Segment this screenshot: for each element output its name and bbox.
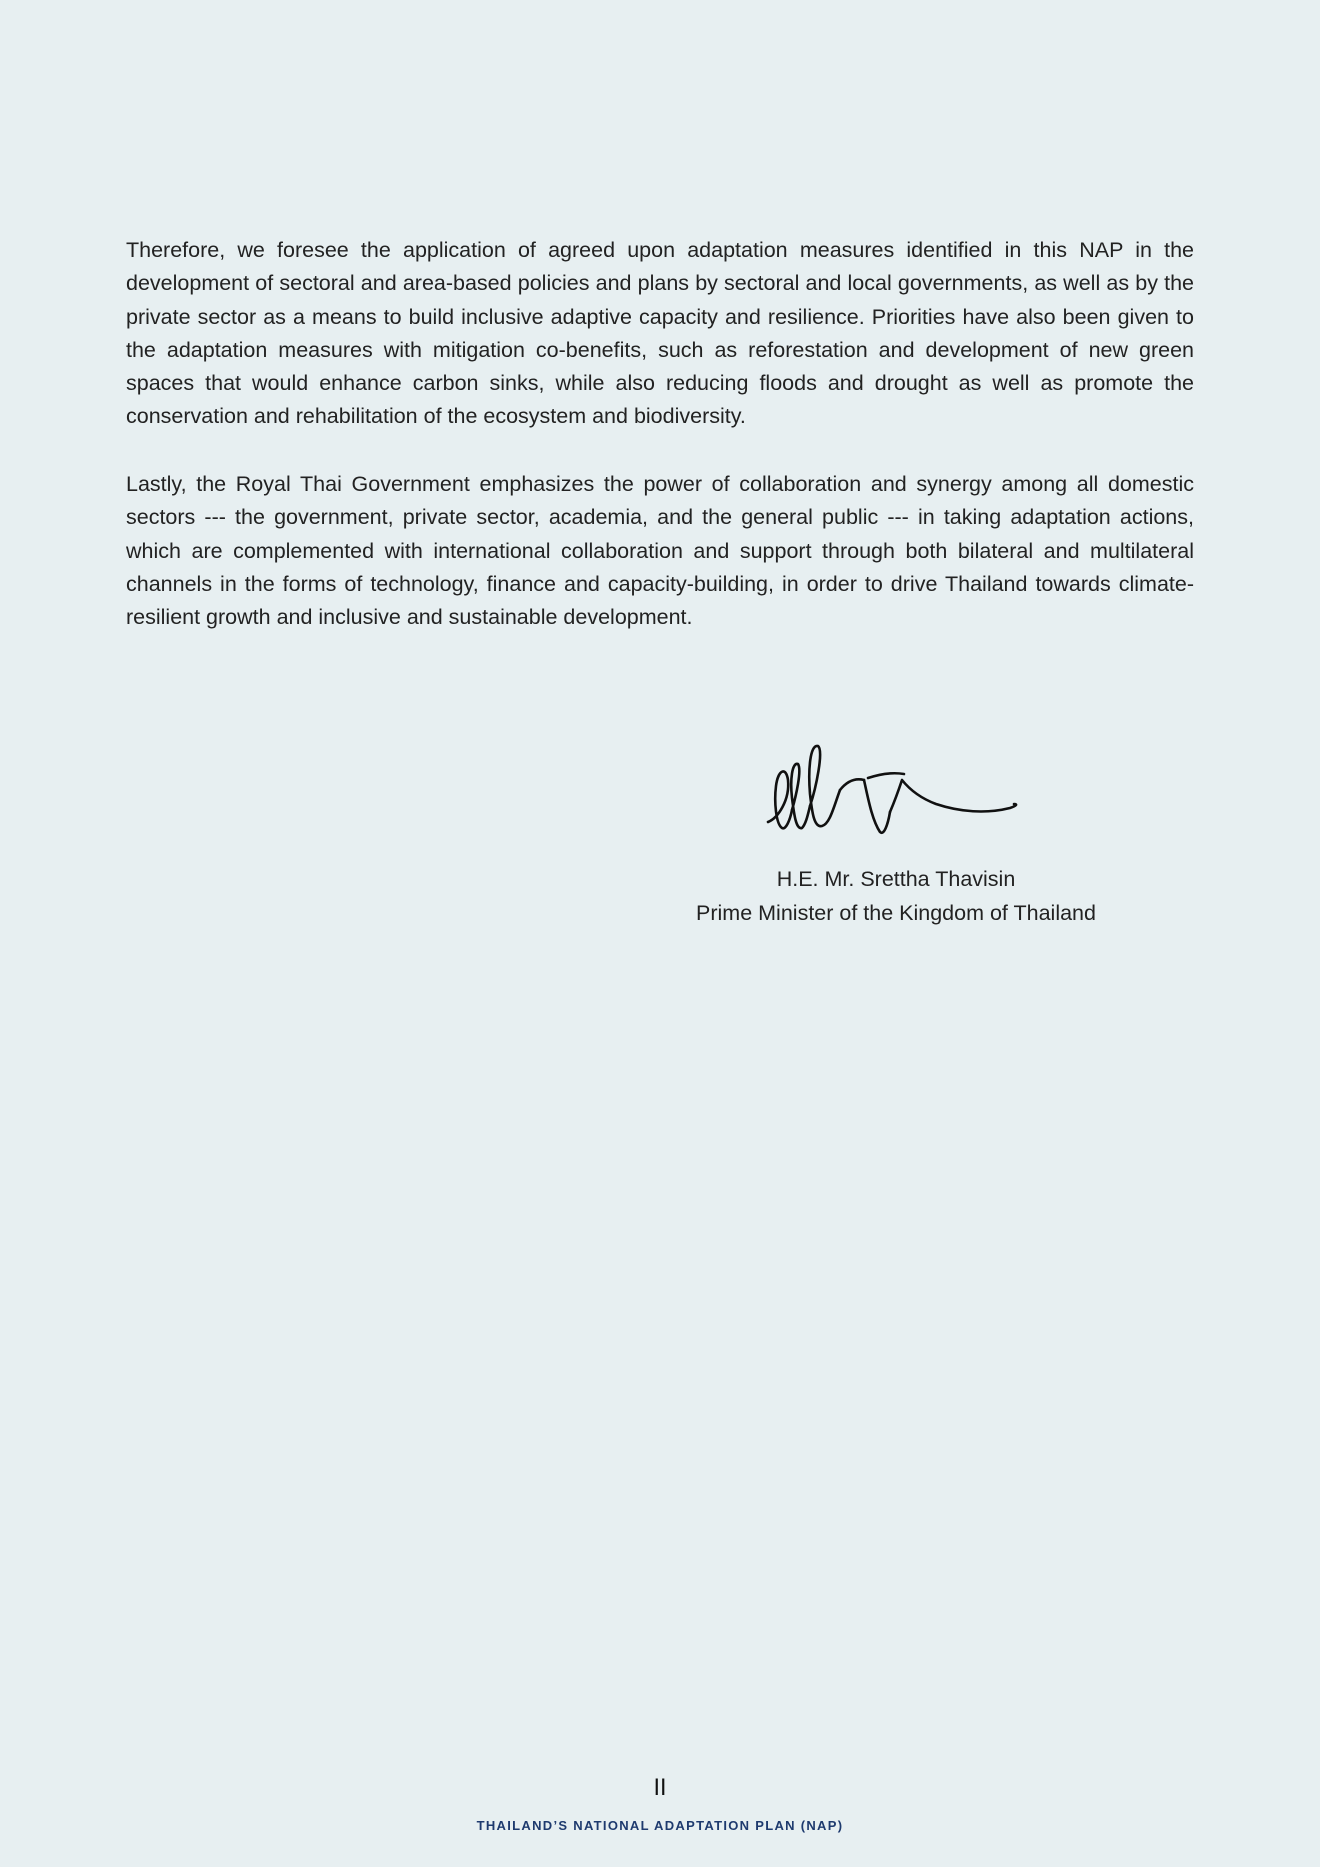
- body-paragraph-2: Lastly, the Royal Thai Government emphasizes the power of collaboration and synergy among all domestic sectors --- the government, private sector, academia, and the general public --- in taking adaptation actions, which are complemented with international collaboration and support through both bilateral and multilateral channels in the forms of technology, finance and capacity-building, in order to drive Thailand towards climate-resilient growth and inclusive and sustainable development.: [126, 472, 1194, 630]
- signatory-title: Prime Minister of the Kingdom of Thailand: [696, 901, 1096, 925]
- signatory-name: H.E. Mr. Srettha Thavisin: [776, 867, 1016, 891]
- body-paragraph-1: Therefore, we foresee the application of agreed upon adaptation measures identified in this NAP in the development of sectoral and area-based policies and plans by sectoral and local governments, as well as by the private sector as a means to build inclusive adaptive capacity and resilience. Priorities have also been given to the adaptation measures with mitigation co-benefits, such as reforestation and development of new green spaces that would enhance carbon sinks, while also reducing floods and drought as well as promote the conservation and rehabilitation of the ecosystem and biodiversity.: [126, 238, 1194, 429]
- handwritten-signature: [760, 740, 1030, 852]
- footer-document-title: THAILAND’S NATIONAL ADAPTATION PLAN (NAP): [476, 1818, 844, 1833]
- page-number: II: [653, 1776, 667, 1801]
